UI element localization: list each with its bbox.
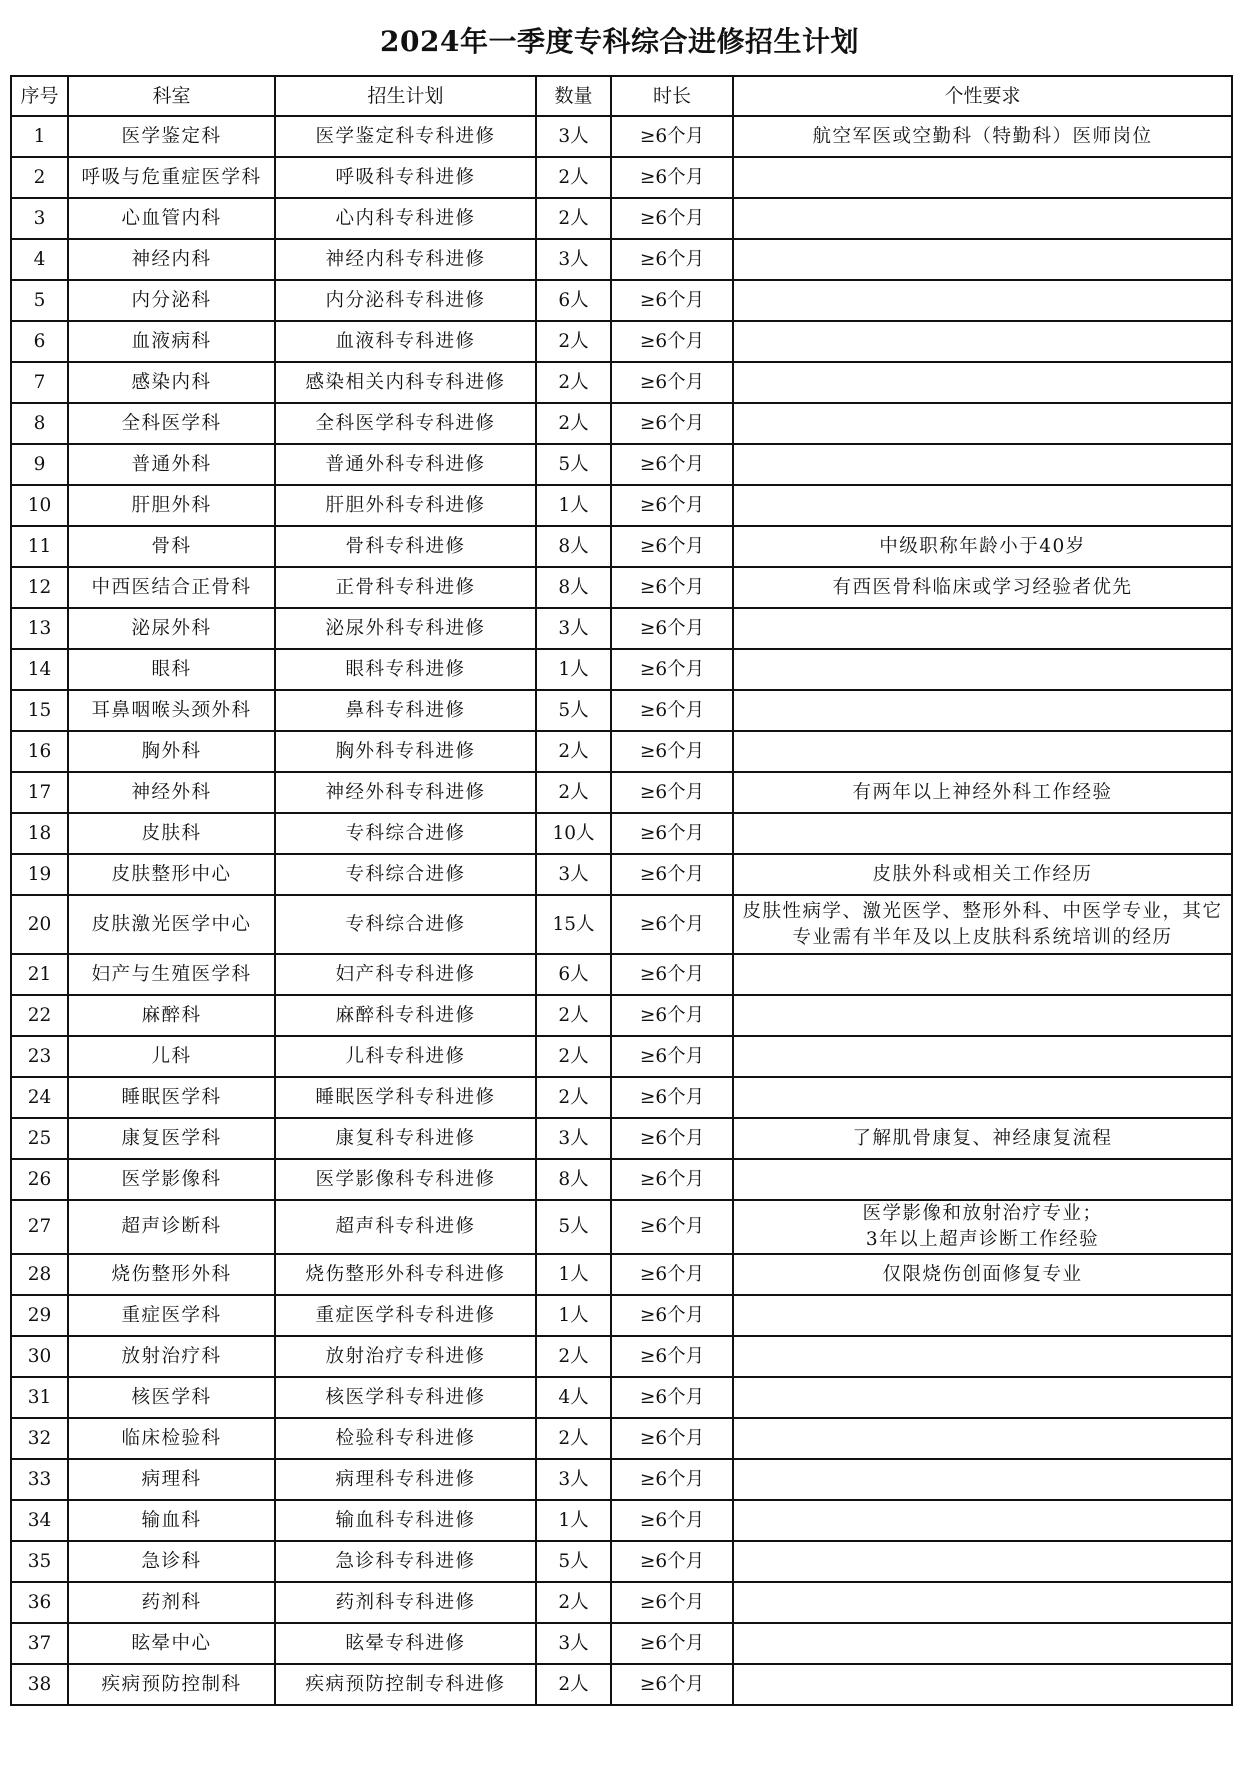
cell-note [733, 1036, 1232, 1077]
cell-plan: 眼科专科进修 [275, 649, 536, 690]
cell-count: 2人 [536, 1582, 611, 1623]
table-row [11, 116, 1232, 157]
cell-count: 2人 [536, 995, 611, 1036]
cell-no: 17 [11, 772, 68, 813]
cell-count: 5人 [536, 1541, 611, 1582]
cell-dept: 医学影像科 [68, 1159, 275, 1200]
cell-no: 13 [11, 608, 68, 649]
cell-plan: 儿科专科进修 [275, 1036, 536, 1077]
cell-no: 29 [11, 1295, 68, 1336]
cell-count: 2人 [536, 198, 611, 239]
cell-plan: 疾病预防控制专科进修 [275, 1664, 536, 1705]
table-row [11, 1200, 1232, 1254]
cell-count: 8人 [536, 1159, 611, 1200]
cell-note [733, 280, 1232, 321]
cell-count: 1人 [536, 649, 611, 690]
cell-no: 9 [11, 444, 68, 485]
cell-duration: ≥6个月 [611, 1077, 733, 1118]
cell-plan: 胸外科专科进修 [275, 731, 536, 772]
cell-dept: 胸外科 [68, 731, 275, 772]
cell-duration: ≥6个月 [611, 485, 733, 526]
cell-note [733, 1159, 1232, 1200]
cell-no: 12 [11, 567, 68, 608]
cell-note [733, 239, 1232, 280]
cell-no: 30 [11, 1336, 68, 1377]
cell-plan: 全科医学科专科进修 [275, 403, 536, 444]
cell-note [733, 1582, 1232, 1623]
table-row [11, 1254, 1232, 1295]
cell-note [733, 1664, 1232, 1705]
cell-note [733, 608, 1232, 649]
cell-no: 18 [11, 813, 68, 854]
cell-duration: ≥6个月 [611, 1036, 733, 1077]
cell-duration: ≥6个月 [611, 444, 733, 485]
cell-count: 2人 [536, 157, 611, 198]
cell-note [733, 198, 1232, 239]
cell-no: 4 [11, 239, 68, 280]
recruitment-table [10, 75, 1233, 1706]
header-no: 序号 [11, 76, 68, 116]
cell-note: 医学影像和放射治疗专业； 3年以上超声诊断工作经验 [733, 1200, 1232, 1254]
cell-plan: 妇产科专科进修 [275, 954, 536, 995]
cell-plan: 输血科专科进修 [275, 1500, 536, 1541]
cell-duration: ≥6个月 [611, 157, 733, 198]
table-row [11, 362, 1232, 403]
cell-plan: 超声科专科进修 [275, 1200, 536, 1254]
cell-count: 5人 [536, 1200, 611, 1254]
table-row [11, 813, 1232, 854]
cell-dept: 内分泌科 [68, 280, 275, 321]
cell-note: 有西医骨科临床或学习经验者优先 [733, 567, 1232, 608]
cell-count: 10人 [536, 813, 611, 854]
cell-plan: 睡眠医学科专科进修 [275, 1077, 536, 1118]
cell-duration: ≥6个月 [611, 567, 733, 608]
cell-plan: 病理科专科进修 [275, 1459, 536, 1500]
cell-count: 3人 [536, 239, 611, 280]
table-row [11, 403, 1232, 444]
cell-plan: 眩晕专科进修 [275, 1623, 536, 1664]
cell-no: 16 [11, 731, 68, 772]
table-row [11, 1377, 1232, 1418]
header-note: 个性要求 [733, 76, 1232, 116]
cell-duration: ≥6个月 [611, 731, 733, 772]
cell-dept: 耳鼻咽喉头颈外科 [68, 690, 275, 731]
cell-dept: 骨科 [68, 526, 275, 567]
cell-plan: 感染相关内科专科进修 [275, 362, 536, 403]
cell-note: 有两年以上神经外科工作经验 [733, 772, 1232, 813]
cell-count: 1人 [536, 485, 611, 526]
cell-plan: 检验科专科进修 [275, 1418, 536, 1459]
cell-dept: 全科医学科 [68, 403, 275, 444]
header-count: 数量 [536, 76, 611, 116]
cell-note [733, 157, 1232, 198]
cell-plan: 鼻科专科进修 [275, 690, 536, 731]
cell-duration: ≥6个月 [611, 1664, 733, 1705]
cell-note [733, 444, 1232, 485]
cell-duration: ≥6个月 [611, 239, 733, 280]
table-row [11, 1664, 1232, 1705]
cell-plan: 专科综合进修 [275, 895, 536, 954]
cell-note [733, 403, 1232, 444]
cell-duration: ≥6个月 [611, 649, 733, 690]
table-row [11, 526, 1232, 567]
cell-plan: 心内科专科进修 [275, 198, 536, 239]
cell-plan: 医学影像科专科进修 [275, 1159, 536, 1200]
cell-note: 仅限烧伤创面修复专业 [733, 1254, 1232, 1295]
cell-no: 21 [11, 954, 68, 995]
cell-dept: 儿科 [68, 1036, 275, 1077]
cell-note [733, 954, 1232, 995]
cell-no: 3 [11, 198, 68, 239]
cell-no: 6 [11, 321, 68, 362]
cell-no: 10 [11, 485, 68, 526]
cell-note: 航空军医或空勤科（特勤科）医师岗位 [733, 116, 1232, 157]
cell-duration: ≥6个月 [611, 1582, 733, 1623]
cell-no: 5 [11, 280, 68, 321]
cell-note [733, 1295, 1232, 1336]
cell-no: 25 [11, 1118, 68, 1159]
cell-duration: ≥6个月 [611, 198, 733, 239]
table-row [11, 444, 1232, 485]
cell-plan: 专科综合进修 [275, 813, 536, 854]
cell-count: 3人 [536, 116, 611, 157]
cell-dept: 呼吸与危重症医学科 [68, 157, 275, 198]
cell-no: 23 [11, 1036, 68, 1077]
cell-duration: ≥6个月 [611, 1459, 733, 1500]
cell-no: 31 [11, 1377, 68, 1418]
cell-no: 19 [11, 854, 68, 895]
cell-count: 3人 [536, 1623, 611, 1664]
cell-dept: 心血管内科 [68, 198, 275, 239]
cell-dept: 临床检验科 [68, 1418, 275, 1459]
cell-note [733, 995, 1232, 1036]
cell-note [733, 1500, 1232, 1541]
table-row [11, 772, 1232, 813]
cell-plan: 核医学科专科进修 [275, 1377, 536, 1418]
cell-count: 1人 [536, 1295, 611, 1336]
table-row [11, 1159, 1232, 1200]
cell-no: 38 [11, 1664, 68, 1705]
table-row [11, 608, 1232, 649]
cell-dept: 超声诊断科 [68, 1200, 275, 1254]
cell-count: 2人 [536, 321, 611, 362]
cell-duration: ≥6个月 [611, 280, 733, 321]
cell-dept: 肝胆外科 [68, 485, 275, 526]
table-row [11, 690, 1232, 731]
table-row [11, 485, 1232, 526]
cell-duration: ≥6个月 [611, 895, 733, 954]
table-row [11, 995, 1232, 1036]
cell-dept: 核医学科 [68, 1377, 275, 1418]
cell-dept: 病理科 [68, 1459, 275, 1500]
cell-no: 22 [11, 995, 68, 1036]
header-plan: 招生计划 [275, 76, 536, 116]
cell-count: 2人 [536, 1077, 611, 1118]
cell-dept: 皮肤激光医学中心 [68, 895, 275, 954]
cell-note: 了解肌骨康复、神经康复流程 [733, 1118, 1232, 1159]
header-dept: 科室 [68, 76, 275, 116]
cell-duration: ≥6个月 [611, 995, 733, 1036]
cell-duration: ≥6个月 [611, 772, 733, 813]
cell-plan: 神经外科专科进修 [275, 772, 536, 813]
cell-note [733, 1623, 1232, 1664]
cell-plan: 麻醉科专科进修 [275, 995, 536, 1036]
cell-note [733, 813, 1232, 854]
cell-duration: ≥6个月 [611, 1336, 733, 1377]
cell-plan: 重症医学科专科进修 [275, 1295, 536, 1336]
cell-note [733, 731, 1232, 772]
cell-count: 6人 [536, 954, 611, 995]
cell-note [733, 321, 1232, 362]
table-row [11, 731, 1232, 772]
cell-plan: 肝胆外科专科进修 [275, 485, 536, 526]
cell-no: 7 [11, 362, 68, 403]
cell-dept: 放射治疗科 [68, 1336, 275, 1377]
cell-no: 32 [11, 1418, 68, 1459]
cell-no: 37 [11, 1623, 68, 1664]
cell-dept: 烧伤整形外科 [68, 1254, 275, 1295]
cell-no: 8 [11, 403, 68, 444]
cell-duration: ≥6个月 [611, 1623, 733, 1664]
cell-dept: 医学鉴定科 [68, 116, 275, 157]
cell-duration: ≥6个月 [611, 1118, 733, 1159]
cell-note [733, 649, 1232, 690]
cell-count: 3人 [536, 608, 611, 649]
table-row [11, 239, 1232, 280]
table-row [11, 649, 1232, 690]
cell-no: 28 [11, 1254, 68, 1295]
cell-note [733, 362, 1232, 403]
cell-dept: 神经外科 [68, 772, 275, 813]
cell-dept: 血液病科 [68, 321, 275, 362]
cell-no: 15 [11, 690, 68, 731]
cell-plan: 普通外科专科进修 [275, 444, 536, 485]
cell-no: 20 [11, 895, 68, 954]
cell-note [733, 690, 1232, 731]
cell-plan: 神经内科专科进修 [275, 239, 536, 280]
cell-count: 2人 [536, 731, 611, 772]
cell-duration: ≥6个月 [611, 954, 733, 995]
cell-duration: ≥6个月 [611, 1377, 733, 1418]
cell-duration: ≥6个月 [611, 362, 733, 403]
cell-no: 34 [11, 1500, 68, 1541]
cell-plan: 血液科专科进修 [275, 321, 536, 362]
cell-duration: ≥6个月 [611, 1500, 733, 1541]
cell-dept: 泌尿外科 [68, 608, 275, 649]
cell-count: 2人 [536, 403, 611, 444]
cell-no: 33 [11, 1459, 68, 1500]
table-row [11, 280, 1232, 321]
table-row [11, 1336, 1232, 1377]
cell-dept: 重症医学科 [68, 1295, 275, 1336]
cell-count: 5人 [536, 444, 611, 485]
table-header [11, 76, 1232, 116]
table-row [11, 954, 1232, 995]
table-row [11, 1418, 1232, 1459]
cell-dept: 睡眠医学科 [68, 1077, 275, 1118]
table-row [11, 157, 1232, 198]
cell-dept: 眼科 [68, 649, 275, 690]
cell-note [733, 1377, 1232, 1418]
cell-duration: ≥6个月 [611, 116, 733, 157]
cell-count: 1人 [536, 1500, 611, 1541]
cell-plan: 康复科专科进修 [275, 1118, 536, 1159]
table-row [11, 1118, 1232, 1159]
cell-dept: 皮肤整形中心 [68, 854, 275, 895]
cell-dept: 疾病预防控制科 [68, 1664, 275, 1705]
cell-duration: ≥6个月 [611, 813, 733, 854]
table-row [11, 1541, 1232, 1582]
header-duration: 时长 [611, 76, 733, 116]
cell-no: 11 [11, 526, 68, 567]
table-row [11, 321, 1232, 362]
cell-note [733, 1541, 1232, 1582]
cell-plan: 内分泌科专科进修 [275, 280, 536, 321]
cell-dept: 神经内科 [68, 239, 275, 280]
table-body [11, 116, 1232, 1705]
cell-plan: 正骨科专科进修 [275, 567, 536, 608]
table-row [11, 1500, 1232, 1541]
cell-count: 5人 [536, 690, 611, 731]
cell-dept: 康复医学科 [68, 1118, 275, 1159]
header-row [11, 76, 1232, 116]
cell-plan: 药剂科专科进修 [275, 1582, 536, 1623]
cell-dept: 妇产与生殖医学科 [68, 954, 275, 995]
table-row [11, 567, 1232, 608]
table-row [11, 198, 1232, 239]
cell-duration: ≥6个月 [611, 690, 733, 731]
cell-count: 6人 [536, 280, 611, 321]
cell-count: 8人 [536, 526, 611, 567]
cell-no: 14 [11, 649, 68, 690]
cell-plan: 烧伤整形外科专科进修 [275, 1254, 536, 1295]
cell-count: 1人 [536, 1254, 611, 1295]
cell-note [733, 1336, 1232, 1377]
cell-duration: ≥6个月 [611, 1295, 733, 1336]
cell-count: 2人 [536, 1336, 611, 1377]
cell-duration: ≥6个月 [611, 854, 733, 895]
cell-dept: 普通外科 [68, 444, 275, 485]
cell-dept: 中西医结合正骨科 [68, 567, 275, 608]
cell-duration: ≥6个月 [611, 321, 733, 362]
cell-no: 2 [11, 157, 68, 198]
cell-plan: 呼吸科专科进修 [275, 157, 536, 198]
cell-duration: ≥6个月 [611, 1200, 733, 1254]
cell-no: 35 [11, 1541, 68, 1582]
cell-duration: ≥6个月 [611, 1159, 733, 1200]
cell-count: 4人 [536, 1377, 611, 1418]
cell-dept: 皮肤科 [68, 813, 275, 854]
cell-count: 2人 [536, 1418, 611, 1459]
cell-note [733, 1418, 1232, 1459]
cell-no: 24 [11, 1077, 68, 1118]
cell-dept: 眩晕中心 [68, 1623, 275, 1664]
table-row [11, 1036, 1232, 1077]
table-row [11, 1582, 1232, 1623]
cell-plan: 急诊科专科进修 [275, 1541, 536, 1582]
cell-note [733, 485, 1232, 526]
table-row [11, 854, 1232, 895]
cell-duration: ≥6个月 [611, 403, 733, 444]
cell-plan: 放射治疗专科进修 [275, 1336, 536, 1377]
cell-duration: ≥6个月 [611, 1541, 733, 1582]
cell-plan: 泌尿外科专科进修 [275, 608, 536, 649]
cell-count: 2人 [536, 772, 611, 813]
cell-dept: 药剂科 [68, 1582, 275, 1623]
cell-plan: 专科综合进修 [275, 854, 536, 895]
cell-dept: 感染内科 [68, 362, 275, 403]
cell-no: 36 [11, 1582, 68, 1623]
cell-count: 3人 [536, 854, 611, 895]
cell-count: 2人 [536, 362, 611, 403]
cell-note [733, 1459, 1232, 1500]
cell-count: 2人 [536, 1664, 611, 1705]
cell-count: 2人 [536, 1036, 611, 1077]
table-row [11, 1459, 1232, 1500]
table-row [11, 1623, 1232, 1664]
table-row [11, 895, 1232, 954]
page-title: 2024年一季度专科综合进修招生计划 [380, 25, 859, 58]
cell-dept: 急诊科 [68, 1541, 275, 1582]
table-row [11, 1295, 1232, 1336]
cell-note: 中级职称年龄小于40岁 [733, 526, 1232, 567]
cell-no: 27 [11, 1200, 68, 1254]
cell-count: 8人 [536, 567, 611, 608]
cell-dept: 麻醉科 [68, 995, 275, 1036]
cell-note [733, 1077, 1232, 1118]
cell-count: 3人 [536, 1118, 611, 1159]
cell-count: 3人 [536, 1459, 611, 1500]
table-row [11, 1077, 1232, 1118]
cell-note: 皮肤性病学、激光医学、整形外科、中医学专业，其它专业需有半年及以上皮肤科系统培训的经历 [733, 895, 1232, 954]
cell-plan: 骨科专科进修 [275, 526, 536, 567]
cell-duration: ≥6个月 [611, 608, 733, 649]
cell-duration: ≥6个月 [611, 526, 733, 567]
cell-count: 15人 [536, 895, 611, 954]
cell-plan: 医学鉴定科专科进修 [275, 116, 536, 157]
cell-duration: ≥6个月 [611, 1418, 733, 1459]
cell-no: 26 [11, 1159, 68, 1200]
cell-no: 1 [11, 116, 68, 157]
cell-note: 皮肤外科或相关工作经历 [733, 854, 1232, 895]
cell-duration: ≥6个月 [611, 1254, 733, 1295]
cell-dept: 输血科 [68, 1500, 275, 1541]
